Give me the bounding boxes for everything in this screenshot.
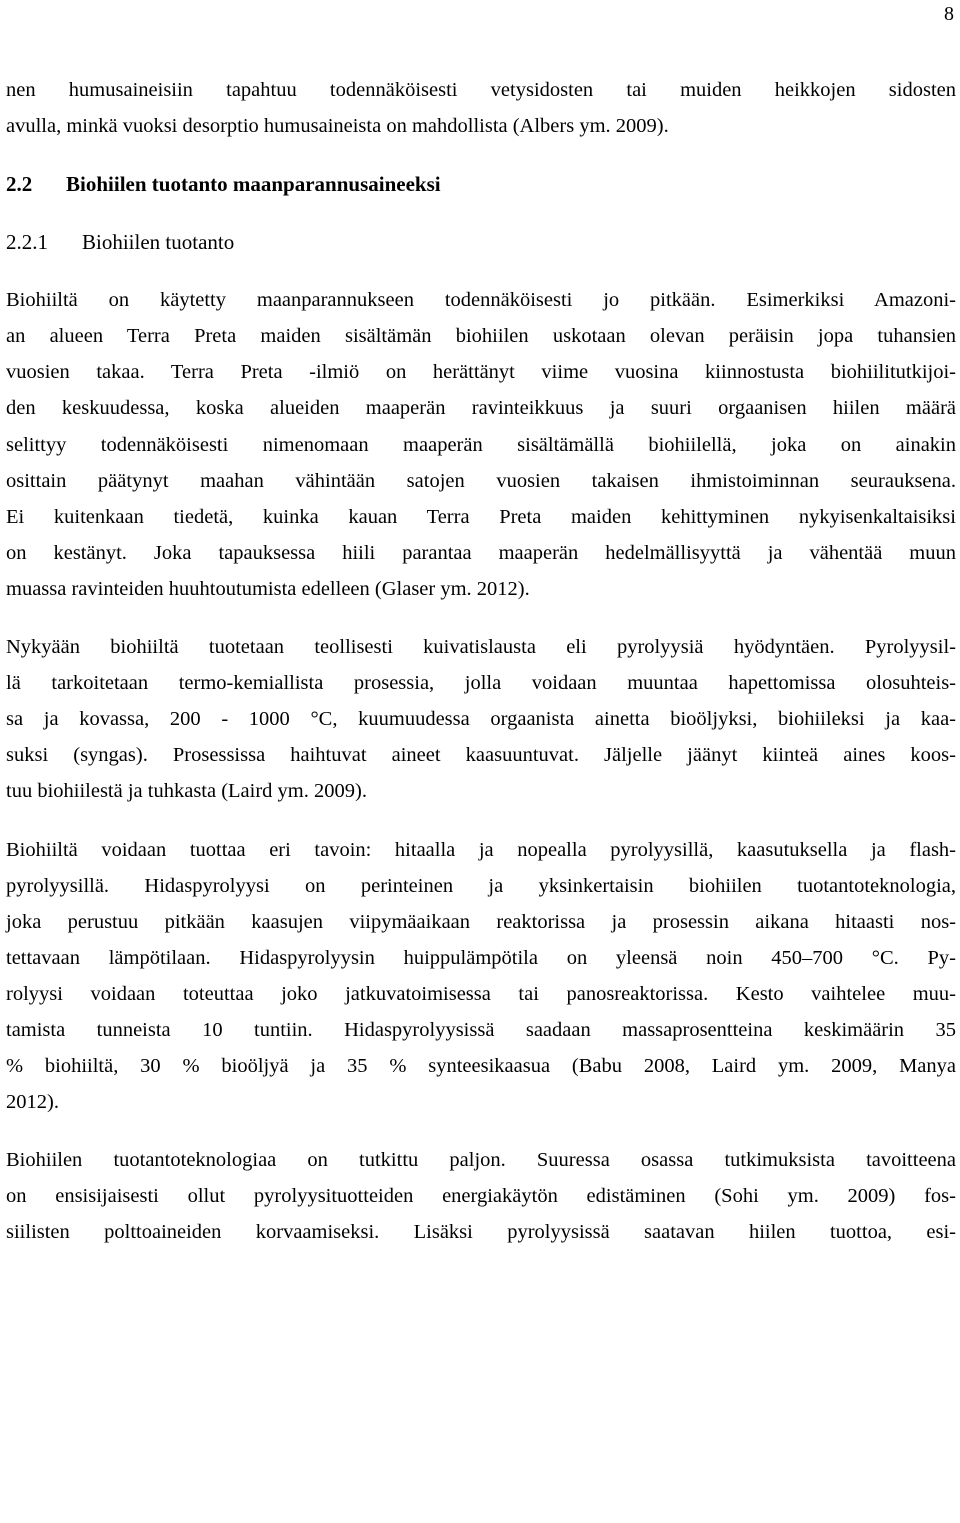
text-line: an alueen Terra Preta maiden sisältämän biohiilen uskotaan olevan peräisin jopa tuhansien	[6, 325, 956, 348]
text-line: siilisten polttoaineiden korvaamiseksi. Lisäksi pyrolyysissä saatavan hiilen tuottoa, esi-	[6, 1221, 956, 1244]
text-line: on ensisijaisesti ollut pyrolyysituotteiden energiakäytön edistäminen (Sohi ym. 2009) fos-	[6, 1185, 956, 1208]
paragraph-intro	[6, 72, 956, 144]
text-line: vuosien takaa. Terra Preta -ilmiö on herättänyt viime vuosina kiinnostusta biohiilitutkijoi-	[6, 361, 956, 384]
text-line: on kestänyt. Joka tapauksessa hiili parantaa maaperän hedelmällisyyttä ja vähentää muun	[6, 541, 956, 564]
paragraph-pyrolysis	[6, 629, 956, 809]
text-line: joka perustuu pitkään kaasujen viipymäaikaan reaktorissa ja prosessin aikana hitaasti nos-	[6, 910, 956, 933]
text-line: tamista tunneista 10 tuntiin. Hidaspyrolyysissä saadaan massaprosentteina keskimäärin 35	[6, 1018, 956, 1041]
paragraph-terra-preta	[6, 282, 956, 607]
subsection-number: 2.2.1	[6, 230, 48, 255]
text-line: rolyysi voidaan toteuttaa joko jatkuvatoimisessa tai panosreaktorissa. Kesto vaihtelee muu-	[6, 982, 956, 1005]
text-line: Biohiilen tuotantoteknologiaa on tutkittu paljon. Suuressa osassa tutkimuksista tavoitteena	[6, 1149, 956, 1172]
text-line: nen humusaineisiin tapahtuu todennäköisesti vetysidosten tai muiden heikkojen sidosten	[6, 79, 956, 101]
document-body	[6, 72, 956, 1251]
text-line: Ei kuitenkaan tiedetä, kuinka kauan Terra Preta maiden kehittyminen nykyisenkaltaisiksi	[6, 505, 956, 528]
paragraph-research	[6, 1142, 956, 1250]
text-line: muassa ravinteiden huuhtoutumista edelleen (Glaser ym. 2012).	[6, 577, 530, 600]
section-number: 2.2	[6, 172, 33, 197]
text-line: suksi (syngas). Prosessissa haihtuvat aineet kaasuuntuvat. Jäljelle jäänyt kiinteä aines koos-	[6, 744, 956, 767]
text-line: 2012).	[6, 1091, 59, 1114]
page-number: 8	[944, 3, 954, 25]
subsection-heading	[6, 224, 956, 260]
text-line: tuu biohiilestä ja tuhkasta (Laird ym. 2009).	[6, 780, 367, 803]
text-line: lä tarkoitetaan termo-kemiallista prosessia, jolla voidaan muuntaa hapettomissa olosuhteis-	[6, 672, 956, 695]
text-line: pyrolyysillä. Hidaspyrolyysi on perinteinen ja yksinkertaisin biohiilen tuotantoteknologia,	[6, 874, 956, 897]
text-line: sa ja kovassa, 200 - 1000 °C, kuumuudessa orgaanista ainetta bioöljyksi, biohiileksi ja kaa-	[6, 708, 956, 731]
text-line: % biohiiltä, 30 % bioöljyä ja 35 % synteesikaasua (Babu 2008, Laird ym. 2009, Manya	[6, 1055, 956, 1078]
section-title: Biohiilen tuotanto maanparannusaineeksi	[66, 172, 441, 197]
text-line: den keskuudessa, koska alueiden maaperän ravinteikkuus ja suuri orgaanisen hiilen määrä	[6, 397, 956, 420]
text-line: osittain päätynyt maahan vähintään satojen vuosien takaisen ihmistoiminnan seurauksena.	[6, 469, 956, 492]
text-line: avulla, minkä vuoksi desorptio humusaineista on mahdollista (Albers ym. 2009).	[6, 115, 669, 138]
text-line: Biohiiltä on käytetty maanparannukseen todennäköisesti jo pitkään. Esimerkiksi Amazoni-	[6, 289, 956, 312]
subsection-title: Biohiilen tuotanto	[82, 230, 235, 255]
section-heading	[6, 166, 956, 202]
text-line: tettavaan lämpötilaan. Hidaspyrolyysin huippulämpötila on yleensä noin 450–700 °C. Py-	[6, 946, 956, 969]
text-line: Biohiiltä voidaan tuottaa eri tavoin: hitaalla ja nopealla pyrolyysillä, kaasutuksella ja flash-	[6, 838, 956, 861]
text-line: Nykyään biohiiltä tuotetaan teollisesti kuivatislausta eli pyrolyysiä hyödyntäen. Pyrolyysil-	[6, 636, 956, 659]
text-line: selittyy todennäköisesti nimenomaan maaperän sisältämällä biohiilellä, joka on ainakin	[6, 433, 956, 456]
paragraph-production-methods	[6, 832, 956, 1121]
